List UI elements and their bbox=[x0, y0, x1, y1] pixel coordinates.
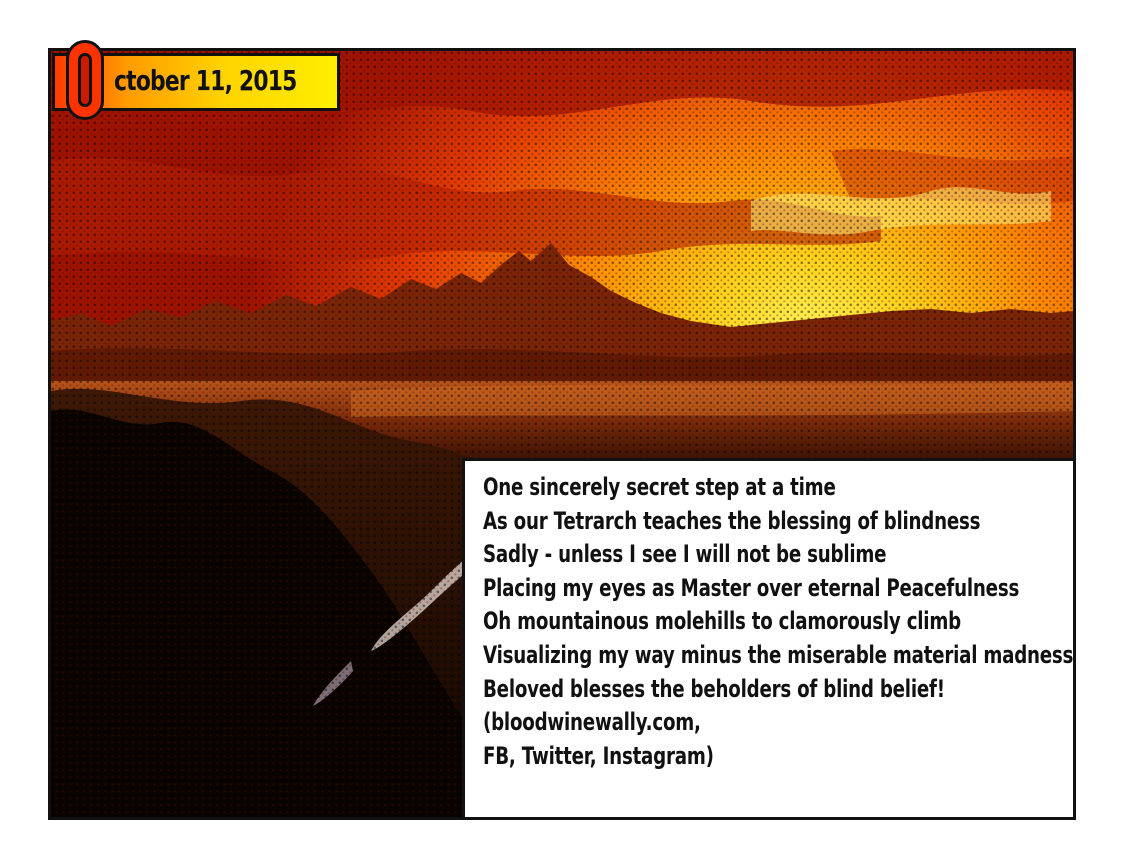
poem-line: One sincerely secret step at a time bbox=[483, 473, 836, 501]
poem-line: Oh mountainous molehills to clamorously climb bbox=[483, 607, 961, 636]
poem-line: Visualizing my way minus the miserable material madness bbox=[483, 640, 1074, 669]
poem-line: Sadly - unless I see I will not be sublime bbox=[483, 540, 887, 569]
poem-line: Beloved blesses the beholders of blind belief! bbox=[483, 674, 945, 703]
poem-caption-box bbox=[462, 458, 1076, 820]
poem-line: Placing my eyes as Master over eternal Peacefulness bbox=[483, 573, 1020, 602]
date-initial-letter-counter bbox=[78, 53, 92, 107]
poem-line: As our Tetrarch teaches the blessing of blindness bbox=[483, 506, 981, 535]
poem-line: FB, Twitter, Instagram) bbox=[483, 741, 714, 770]
poem-line: (bloodwinewally.com, bbox=[483, 708, 701, 737]
date-initial-letter-o bbox=[66, 40, 104, 120]
date-caption-text: ctober 11, 2015 bbox=[114, 64, 297, 97]
